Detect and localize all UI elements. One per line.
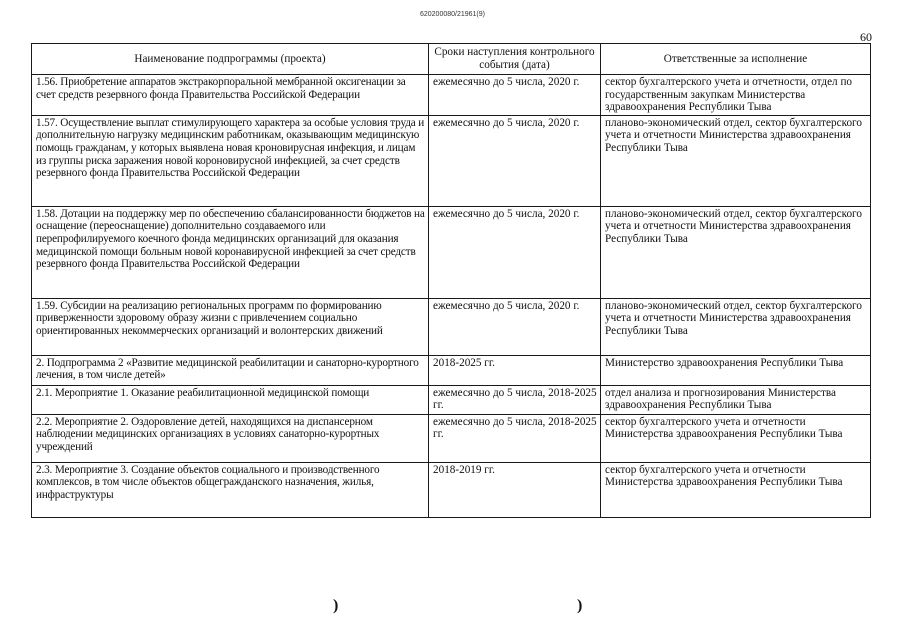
program-name-cell: 2.1. Мероприятие 1. Оказание реабилитационной медицинской помощи — [32, 385, 429, 414]
page-number: 60 — [860, 30, 872, 44]
deadline-cell: ежемесячно до 5 числа, 2018-2025 гг. — [429, 414, 601, 462]
document-header-code: 620200080/21961(9) — [419, 11, 485, 18]
table-row — [32, 298, 871, 355]
responsible-cell: отдел анализа и прогнозирования Министерства здравоохранения Республики Тыва — [601, 385, 871, 414]
column-header-responsible: Ответственные за исполнение — [601, 44, 871, 75]
deadline-cell: ежемесячно до 5 числа, 2020 г. — [429, 75, 601, 116]
responsible-cell: сектор бухгалтерского учета и отчетности Министерства здравоохранения Республики Тыва — [601, 462, 871, 517]
column-header-program-name: Наименование подпрограммы (проекта) — [32, 44, 429, 75]
table-header-row — [32, 44, 871, 75]
responsible-cell: сектор бухгалтерского учета и отчетности, отдел по государственным закупкам Министерства здравоохранения Республики Тыва — [601, 75, 871, 116]
deadline-cell: ежемесячно до 5 числа, 2020 г. — [429, 206, 601, 298]
deadline-cell: 2018-2019 гг. — [429, 462, 601, 517]
program-table — [31, 43, 871, 518]
table-row — [32, 115, 871, 206]
table-row — [32, 75, 871, 116]
responsible-cell: планово-экономический отдел, сектор бухгалтерского учета и отчетности Министерства здравоохранения Республики Тыва — [601, 206, 871, 298]
table-row — [32, 462, 871, 517]
program-name-cell: 2.2. Мероприятие 2. Оздоровление детей, находящихся на диспансерном наблюдении медицинских организациях в условиях санаторно-курортных учреждений — [32, 414, 429, 462]
responsible-cell: планово-экономический отдел, сектор бухгалтерского учета и отчетности Министерства здравоохранения Республики Тыва — [601, 298, 871, 355]
table-row — [32, 414, 871, 462]
deadline-cell: ежемесячно до 5 числа, 2018-2025 гг. — [429, 385, 601, 414]
program-name-cell: 1.56. Приобретение аппаратов экстракорпоральной мембранной оксигенации за счет средств резервного фонда Правительства Российской Федерации — [32, 75, 429, 116]
handwritten-mark: ) — [333, 597, 339, 614]
table-row — [32, 385, 871, 414]
program-name-cell: 2. Подпрограмма 2 «Развитие медицинской реабилитации и санаторно-курортного лечения, в том числе детей» — [32, 355, 429, 385]
program-name-cell: 1.58. Дотации на поддержку мер по обеспечению сбалансированности бюджетов на оснащение (переоснащение) дополнительно создаваемого или перепрофилируемого коечного фонда медицинских организаций для оказания медицинской помощи больным новой коронавирусной инфекцией за счет средств резервного фонда Правительства Российской Федерации — [32, 206, 429, 298]
deadline-cell: ежемесячно до 5 числа, 2020 г. — [429, 115, 601, 206]
deadline-cell: ежемесячно до 5 числа, 2020 г. — [429, 298, 601, 355]
program-name-cell: 2.3. Мероприятие 3. Создание объектов социального и производственного комплексов, в том числе объектов общегражданского назначения, жилья, инфраструктуры — [32, 462, 429, 517]
table-row — [32, 355, 871, 385]
responsible-cell: Министерство здравоохранения Республики Тыва — [601, 355, 871, 385]
responsible-cell: сектор бухгалтерского учета и отчетности Министерства здравоохранения Республики Тыва — [601, 414, 871, 462]
program-name-cell: 1.59. Субсидии на реализацию региональных программ по формированию приверженности здоровому образу жизни с привлечением социально ориентированных некоммерческих организаций и волонтерских движений — [32, 298, 429, 355]
table-row — [32, 206, 871, 298]
responsible-cell: планово-экономический отдел, сектор бухгалтерского учета и отчетности Министерства здравоохранения Республики Тыва — [601, 115, 871, 206]
deadline-cell: 2018-2025 гг. — [429, 355, 601, 385]
handwritten-mark: ) — [577, 597, 583, 614]
program-name-cell: 1.57. Осуществление выплат стимулирующего характера за особые условия труда и дополнительную нагрузку медицинским работникам, оказывающим медицинскую помощь гражданам, у которых выявлена новая кроновирусная инфекция, и лицам из группы риска заражения новой короновирусной инфекцией, за счет средств резервного фонда Правительства Российской Федерации — [32, 115, 429, 206]
column-header-deadline: Сроки наступления контрольного события (дата) — [429, 44, 601, 75]
